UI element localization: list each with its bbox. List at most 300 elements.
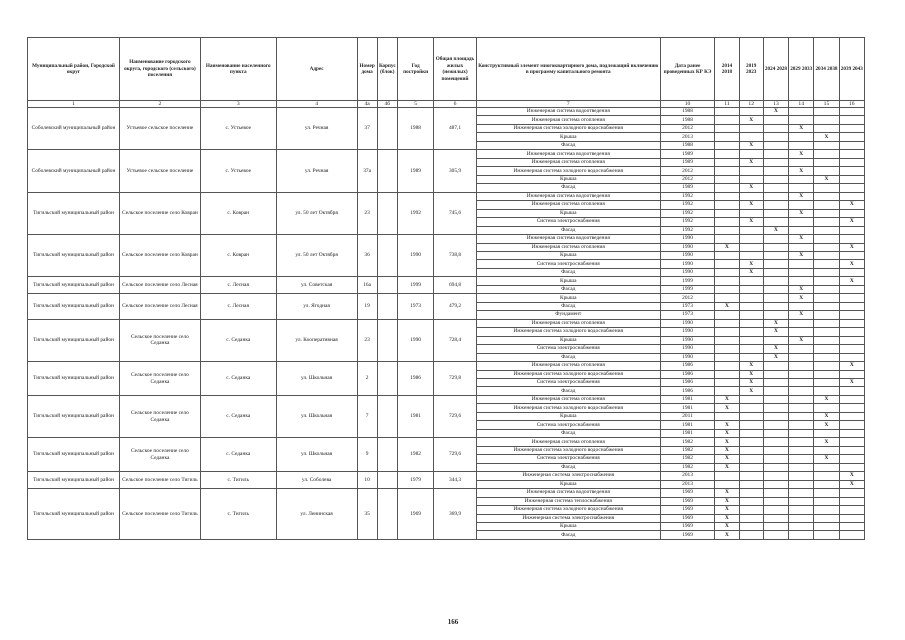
period-cell xyxy=(715,336,739,344)
prev-repair-date-cell: 1969 xyxy=(660,506,715,514)
repair-mark: X xyxy=(763,353,788,361)
repair-mark: X xyxy=(739,362,763,370)
col-number: 16 xyxy=(839,101,864,108)
period-cell xyxy=(814,277,839,285)
address-cell: ул. Речная xyxy=(276,108,357,150)
period-cell xyxy=(715,201,739,209)
table-row xyxy=(28,319,865,327)
period-cell xyxy=(789,353,814,361)
period-cell xyxy=(739,472,763,480)
table-row xyxy=(28,235,865,243)
table-row xyxy=(28,362,865,370)
element-name-cell: Инженерная система отопления xyxy=(476,438,660,446)
col-header-block: Корпус (блок) xyxy=(377,38,397,101)
repair-mark: X xyxy=(715,489,739,497)
period-cell xyxy=(839,497,864,505)
period-cell xyxy=(789,379,814,387)
repair-mark: X xyxy=(839,260,864,268)
prev-repair-date-cell: 1986 xyxy=(660,362,715,370)
element-name-cell: Фасад xyxy=(476,302,660,310)
period-cell xyxy=(739,345,763,353)
repair-mark: X xyxy=(839,379,864,387)
repair-mark: X xyxy=(789,285,814,293)
element-name-cell: Инженерная система отопления xyxy=(476,201,660,209)
repair-mark: X xyxy=(715,514,739,522)
period-cell xyxy=(814,184,839,192)
period-cell xyxy=(814,522,839,530)
year-built-cell: 1990 xyxy=(397,235,433,277)
table-row xyxy=(28,192,865,200)
element-name-cell: Инженерная система отопления xyxy=(476,158,660,166)
period-cell xyxy=(789,133,814,141)
district-cell: Тигильский муниципальный район xyxy=(28,235,120,277)
period-cell xyxy=(814,268,839,276)
element-name-cell: Инженерная система водоотведения xyxy=(476,150,660,158)
prev-repair-date-cell: 2013 xyxy=(660,480,715,488)
period-cell xyxy=(814,514,839,522)
col-number: 1 xyxy=(28,101,120,108)
period-cell xyxy=(839,522,864,530)
district-cell: Тигильский муниципальный район xyxy=(28,294,120,319)
element-name-cell: Инженерная система холодного водоснабжения xyxy=(476,370,660,378)
period-cell xyxy=(839,226,864,234)
prev-repair-date-cell: 1992 xyxy=(660,192,715,200)
locality-cell: с. Тигиль xyxy=(200,472,276,489)
repair-mark: X xyxy=(739,379,763,387)
year-built-cell: 1979 xyxy=(397,472,433,489)
period-cell xyxy=(739,294,763,302)
area-cell: 369,9 xyxy=(434,489,476,540)
period-cell xyxy=(814,302,839,310)
block-cell xyxy=(377,235,397,277)
period-cell xyxy=(839,209,864,217)
period-cell xyxy=(789,201,814,209)
prev-repair-date-cell: 1988 xyxy=(660,116,715,124)
period-cell xyxy=(715,150,739,158)
repair-mark: X xyxy=(739,370,763,378)
period-cell xyxy=(763,370,788,378)
repair-mark: X xyxy=(715,522,739,530)
repair-mark: X xyxy=(789,235,814,243)
period-cell xyxy=(789,277,814,285)
repair-mark: X xyxy=(789,150,814,158)
settlement-cell: Сельское поселение село Лесная xyxy=(119,277,200,294)
col-header-period-4: 2029 2033 xyxy=(789,38,814,101)
block-cell xyxy=(377,277,397,294)
period-cell xyxy=(839,463,864,471)
period-cell xyxy=(839,235,864,243)
area-cell: 729,6 xyxy=(434,438,476,472)
period-cell xyxy=(715,158,739,166)
period-cell xyxy=(715,235,739,243)
period-cell xyxy=(763,277,788,285)
period-cell xyxy=(789,175,814,183)
element-name-cell: Инженерная система холодного водоснабжения xyxy=(476,446,660,454)
period-cell xyxy=(763,268,788,276)
element-name-cell: Фасад xyxy=(476,285,660,293)
prev-repair-date-cell: 1988 xyxy=(660,141,715,149)
period-cell xyxy=(839,336,864,344)
element-name-cell: Система электроснабжения xyxy=(476,379,660,387)
repair-mark: X xyxy=(839,218,864,226)
period-cell xyxy=(839,124,864,132)
col-number: 4 xyxy=(276,101,357,108)
repair-mark: X xyxy=(715,302,739,310)
period-cell xyxy=(839,294,864,302)
settlement-cell: Устьевое сельское поселение xyxy=(119,108,200,150)
period-cell xyxy=(715,285,739,293)
period-cell xyxy=(715,226,739,234)
period-cell xyxy=(739,421,763,429)
period-cell xyxy=(715,141,739,149)
element-name-cell: Фасад xyxy=(476,531,660,539)
period-cell xyxy=(715,387,739,395)
period-cell xyxy=(839,531,864,539)
settlement-cell: Сельское поселение село Седанка xyxy=(119,319,200,361)
period-cell xyxy=(789,184,814,192)
period-cell xyxy=(763,302,788,310)
repair-mark: X xyxy=(715,455,739,463)
prev-repair-date-cell: 1990 xyxy=(660,268,715,276)
district-cell: Соболевский муниципальный район xyxy=(28,108,120,150)
period-cell xyxy=(789,531,814,539)
block-cell xyxy=(377,294,397,319)
element-name-cell: Фундамент xyxy=(476,311,660,319)
period-cell xyxy=(739,108,763,116)
repair-mark: X xyxy=(739,387,763,395)
period-cell xyxy=(763,506,788,514)
period-cell xyxy=(839,438,864,446)
period-cell xyxy=(763,124,788,132)
period-cell xyxy=(715,294,739,302)
period-cell xyxy=(814,108,839,116)
block-cell xyxy=(377,395,397,437)
period-cell xyxy=(763,455,788,463)
repair-mark: X xyxy=(789,124,814,132)
repair-mark: X xyxy=(763,226,788,234)
repair-mark: X xyxy=(839,277,864,285)
element-name-cell: Система электроснабжения xyxy=(476,421,660,429)
col-header-district: Муниципальный район, Городской округ xyxy=(28,38,120,101)
prev-repair-date-cell: 2013 xyxy=(660,472,715,480)
address-cell: ул. Школьная xyxy=(276,362,357,396)
element-name-cell: Крыша xyxy=(476,412,660,420)
prev-repair-date-cell: 1990 xyxy=(660,328,715,336)
period-cell xyxy=(739,531,763,539)
element-name-cell: Система электроснабжения xyxy=(476,218,660,226)
period-cell xyxy=(789,387,814,395)
period-cell xyxy=(839,404,864,412)
element-name-cell: Крыша xyxy=(476,336,660,344)
col-number: 4б xyxy=(377,101,397,108)
period-cell xyxy=(814,192,839,200)
block-cell xyxy=(377,438,397,472)
period-cell xyxy=(789,268,814,276)
period-cell xyxy=(763,150,788,158)
element-name-cell: Крыша xyxy=(476,209,660,217)
table-row xyxy=(28,472,865,480)
block-cell xyxy=(377,108,397,150)
locality-cell: с. Лесная xyxy=(200,294,276,319)
district-cell: Тигильский муниципальный район xyxy=(28,362,120,396)
period-cell xyxy=(789,345,814,353)
year-built-cell: 1981 xyxy=(397,395,433,437)
period-cell xyxy=(715,184,739,192)
col-header-period-2: 2019 2023 xyxy=(739,38,763,101)
col-number: 4а xyxy=(357,101,377,108)
element-name-cell: Крыша xyxy=(476,277,660,285)
year-built-cell: 1973 xyxy=(397,294,433,319)
element-name-cell: Система электроснабжения xyxy=(476,345,660,353)
repair-mark: X xyxy=(715,243,739,251)
col-header-element: Конструктивный элемент многоквартирного дома, подлежащий включению в программу капитального ремонта xyxy=(476,38,660,101)
area-cell: 305,9 xyxy=(434,150,476,192)
element-name-cell: Крыша xyxy=(476,251,660,259)
period-cell xyxy=(739,285,763,293)
area-cell: 344,3 xyxy=(434,472,476,489)
period-cell xyxy=(739,226,763,234)
element-name-cell: Система электроснабжения xyxy=(476,260,660,268)
period-cell xyxy=(739,124,763,132)
element-name-cell: Фасад xyxy=(476,268,660,276)
element-name-cell: Инженерная система холодного водоснабжения xyxy=(476,328,660,336)
period-cell xyxy=(739,235,763,243)
period-cell xyxy=(763,167,788,175)
repair-mark: X xyxy=(739,116,763,124)
col-header-period-5: 2034 2038 xyxy=(814,38,839,101)
period-cell xyxy=(839,412,864,420)
year-built-cell: 1988 xyxy=(397,108,433,150)
col-header-period-3: 2024 2028 xyxy=(763,38,788,101)
prev-repair-date-cell: 1990 xyxy=(660,336,715,344)
prev-repair-date-cell: 1990 xyxy=(660,319,715,327)
address-cell: ул. Соболева xyxy=(276,472,357,489)
period-cell xyxy=(789,438,814,446)
col-header-locality: Наименование населенного пункта xyxy=(200,38,276,101)
period-cell xyxy=(763,133,788,141)
period-cell xyxy=(763,489,788,497)
house-number-cell: 7 xyxy=(357,395,377,437)
col-number: 6 xyxy=(434,101,476,108)
address-cell: ул. Советская xyxy=(276,277,357,294)
repair-mark: X xyxy=(715,531,739,539)
period-cell xyxy=(715,345,739,353)
block-cell xyxy=(377,150,397,192)
period-cell xyxy=(814,158,839,166)
element-name-cell: Инженерная система водоотведения xyxy=(476,235,660,243)
period-cell xyxy=(763,158,788,166)
locality-cell: с. Седанка xyxy=(200,395,276,437)
table-row xyxy=(28,294,865,302)
period-cell xyxy=(715,311,739,319)
col-number: 2 xyxy=(119,101,200,108)
period-cell xyxy=(814,124,839,132)
settlement-cell: Сельское поселение село Седанка xyxy=(119,362,200,396)
prev-repair-date-cell: 1969 xyxy=(660,497,715,505)
prev-repair-date-cell: 1990 xyxy=(660,345,715,353)
period-cell xyxy=(814,251,839,259)
repair-mark: X xyxy=(814,175,839,183)
period-cell xyxy=(814,531,839,539)
period-cell xyxy=(789,395,814,403)
period-cell xyxy=(763,522,788,530)
block-cell xyxy=(377,472,397,489)
repair-mark: X xyxy=(789,192,814,200)
period-cell xyxy=(715,328,739,336)
locality-cell: с. Устьевое xyxy=(200,150,276,192)
col-number: 3 xyxy=(200,101,276,108)
period-cell xyxy=(814,429,839,437)
period-cell xyxy=(763,497,788,505)
period-cell xyxy=(739,446,763,454)
prev-repair-date-cell: 1982 xyxy=(660,446,715,454)
prev-repair-date-cell: 1992 xyxy=(660,209,715,217)
period-cell xyxy=(789,243,814,251)
period-cell xyxy=(789,412,814,420)
prev-repair-date-cell: 1982 xyxy=(660,438,715,446)
period-cell xyxy=(763,480,788,488)
period-cell xyxy=(763,192,788,200)
period-cell xyxy=(763,438,788,446)
element-name-cell: Инженерная система холодного водоснабжения xyxy=(476,506,660,514)
repair-mark: X xyxy=(739,141,763,149)
element-name-cell: Система электроснабжения xyxy=(476,455,660,463)
prev-repair-date-cell: 1990 xyxy=(660,243,715,251)
prev-repair-date-cell: 1986 xyxy=(660,379,715,387)
period-cell xyxy=(814,387,839,395)
repair-mark: X xyxy=(839,480,864,488)
period-cell xyxy=(814,362,839,370)
prev-repair-date-cell: 1989 xyxy=(660,150,715,158)
element-name-cell: Инженерная система водоотведения xyxy=(476,192,660,200)
period-cell xyxy=(814,480,839,488)
period-cell xyxy=(715,192,739,200)
col-number: 7 xyxy=(476,101,660,108)
period-cell xyxy=(715,260,739,268)
period-cell xyxy=(739,412,763,420)
period-cell xyxy=(789,319,814,327)
period-cell xyxy=(814,201,839,209)
address-cell: ул. Школьная xyxy=(276,395,357,437)
period-cell xyxy=(789,489,814,497)
period-cell xyxy=(739,438,763,446)
repair-mark: X xyxy=(763,319,788,327)
house-number-cell: 2 xyxy=(357,362,377,396)
repair-mark: X xyxy=(789,167,814,175)
address-cell: ул. Ленинская xyxy=(276,489,357,540)
prev-repair-date-cell: 1973 xyxy=(660,311,715,319)
period-cell xyxy=(839,133,864,141)
period-cell xyxy=(739,455,763,463)
repair-mark: X xyxy=(814,455,839,463)
element-name-cell: Инженерная система отопления xyxy=(476,243,660,251)
period-cell xyxy=(839,141,864,149)
period-cell xyxy=(814,285,839,293)
repair-mark: X xyxy=(839,362,864,370)
period-cell xyxy=(839,370,864,378)
table-row xyxy=(28,489,865,497)
repair-mark: X xyxy=(715,429,739,437)
period-cell xyxy=(739,319,763,327)
address-cell: ул. Школьная xyxy=(276,438,357,472)
repair-mark: X xyxy=(763,328,788,336)
period-cell xyxy=(789,421,814,429)
district-cell: Тигильский муниципальный район xyxy=(28,319,120,361)
settlement-cell: Устьевое сельское поселение xyxy=(119,150,200,192)
house-number-cell: 16а xyxy=(357,277,377,294)
period-cell xyxy=(814,260,839,268)
period-cell xyxy=(739,336,763,344)
period-cell xyxy=(789,429,814,437)
period-cell xyxy=(814,218,839,226)
period-cell xyxy=(839,506,864,514)
house-number-cell: 23 xyxy=(357,192,377,234)
col-header-period-1: 2014 2018 xyxy=(715,38,739,101)
prev-repair-date-cell: 2013 xyxy=(660,133,715,141)
prev-repair-date-cell: 1992 xyxy=(660,201,715,209)
element-name-cell: Инженерная система отопления xyxy=(476,116,660,124)
period-cell xyxy=(814,226,839,234)
element-name-cell: Инженерная система теплоснабжения xyxy=(476,497,660,505)
prev-repair-date-cell: 1982 xyxy=(660,455,715,463)
period-cell xyxy=(839,184,864,192)
period-cell xyxy=(789,302,814,310)
period-cell xyxy=(715,133,739,141)
house-number-cell: 35 xyxy=(357,489,377,540)
element-name-cell: Крыша xyxy=(476,294,660,302)
prev-repair-date-cell: 1969 xyxy=(660,489,715,497)
prev-repair-date-cell: 1986 xyxy=(660,370,715,378)
repair-mark: X xyxy=(715,438,739,446)
period-cell xyxy=(814,328,839,336)
period-cell xyxy=(814,235,839,243)
table-row xyxy=(28,395,865,403)
year-built-cell: 1982 xyxy=(397,438,433,472)
col-number: 10 xyxy=(660,101,715,108)
capital-repair-program-sheet xyxy=(27,37,865,540)
repair-mark: X xyxy=(739,158,763,166)
district-cell: Тигильский муниципальный район xyxy=(28,489,120,540)
repair-mark: X xyxy=(715,463,739,471)
period-cell xyxy=(839,108,864,116)
period-cell xyxy=(789,141,814,149)
settlement-cell: Сельское поселение село Седанка xyxy=(119,438,200,472)
period-cell xyxy=(739,404,763,412)
period-cell xyxy=(789,260,814,268)
repair-mark: X xyxy=(739,184,763,192)
table-row xyxy=(28,438,865,446)
period-cell xyxy=(763,294,788,302)
period-cell xyxy=(839,116,864,124)
address-cell: ул. Кооперативная xyxy=(276,319,357,361)
period-cell xyxy=(715,412,739,420)
period-cell xyxy=(739,395,763,403)
area-cell: 729,8 xyxy=(434,362,476,396)
repair-mark: X xyxy=(739,268,763,276)
locality-cell: с. Тигиль xyxy=(200,489,276,540)
period-cell xyxy=(715,277,739,285)
period-cell xyxy=(839,251,864,259)
year-built-cell: 1969 xyxy=(397,489,433,540)
period-cell xyxy=(763,235,788,243)
period-cell xyxy=(814,446,839,454)
period-cell xyxy=(739,192,763,200)
period-cell xyxy=(739,463,763,471)
area-cell: 487,1 xyxy=(434,108,476,150)
period-cell xyxy=(763,472,788,480)
col-number: 13 xyxy=(763,101,788,108)
locality-cell: с. Ковран xyxy=(200,192,276,234)
